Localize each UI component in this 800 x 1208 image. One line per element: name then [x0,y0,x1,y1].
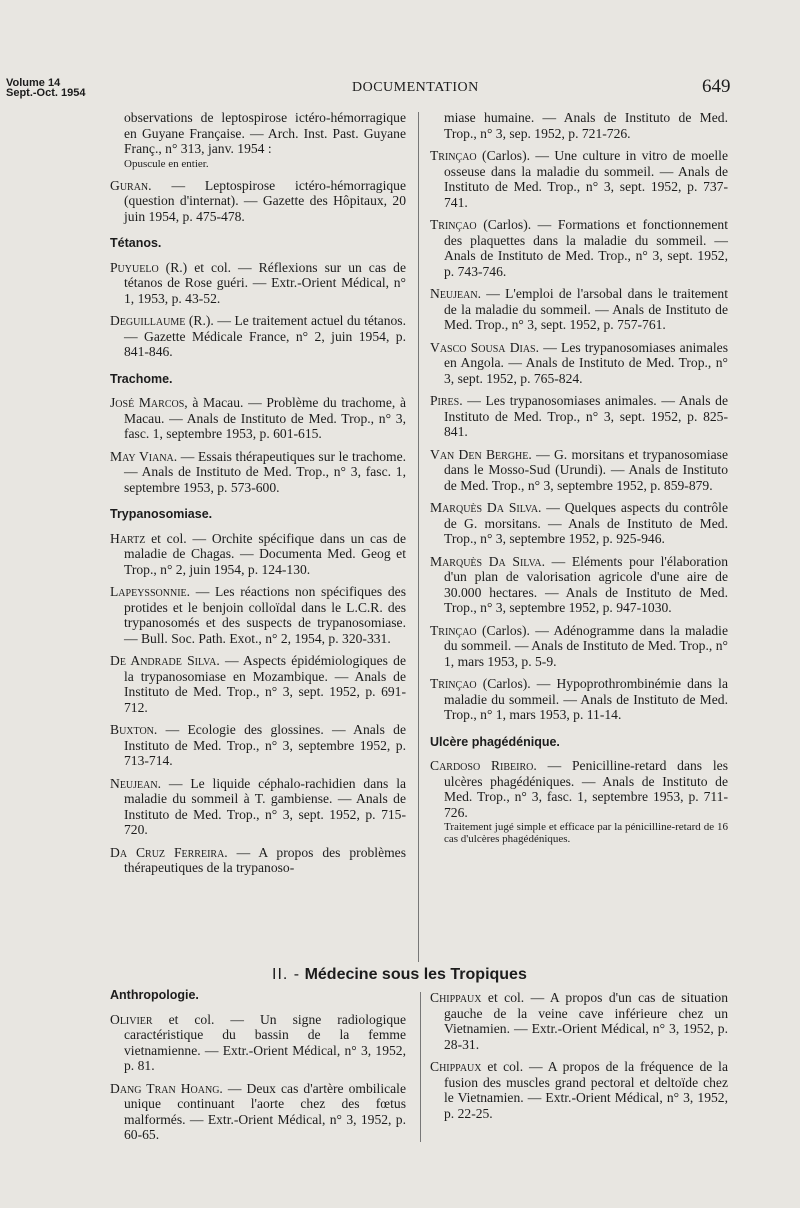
left-column-part2 [110,988,406,1150]
bib-entry [110,1012,406,1074]
entry-author: De Andrade Silva. [110,653,220,668]
part-number: II. - [272,966,301,983]
entry-text: (Carlos). — Formations et fonctionnement des plaquettes dans la maladie du sommeil. — Anals de Instituto de Med. Trop., n° 3, sept. 1952, p. 743-746. [444,217,728,279]
entry-text: , à Macau. — Problème du trachome, à Macau. — Anals de Instituto de Med. Trop., n° 3, fasc. 1, septembre 1953, p. 601-615. [124,395,406,441]
bib-entry [430,1059,728,1121]
bib-entry [110,449,406,496]
bib-entry [430,990,728,1052]
entry-text: (R.). — Le traitement actuel du tétanos. — Gazette Médicale France, n° 2, juin 1954, p. 841-846. [124,313,406,359]
entry-text: — Les trypanosomiases animales en Angola. — Anals de Instituto de Med. Trop., n° 3, sept. 1952, p. 765-824. [444,339,728,386]
entry-author: Chippaux [430,990,482,1005]
entry-author: Puyuelo [110,259,159,275]
entry-author: Trinçao [430,676,477,691]
entry-author: Neujean. [430,286,481,301]
section-heading: Trypanosomiase. [110,507,213,521]
entry-text: (Carlos). — Hypoprothrombinémie dans la maladie du sommeil. — Anals de Instituto de Med. Trop., n° 1, mars 1953, p. 11-14. [444,676,728,722]
bib-entry [430,393,728,440]
entry-author: Van Den Berghe. [430,446,532,462]
entry-author: Deguillaume [110,313,186,328]
left-column [110,110,406,883]
entry-text: — Essais thérapeutiques sur le trachome. — Anals de Instituto de Med. Trop., n° 3, fasc. 1, septembre 1953, p. 573-600. [124,448,406,495]
bib-entry [110,845,406,876]
bib-entry [110,653,406,715]
entry-author: Chippaux [430,1059,482,1074]
bib-entry [110,395,406,442]
bib-entry [110,776,406,838]
entry-note: Opuscule en entier. [124,157,209,170]
entry-author: Dang Tran Hoang. [110,1080,223,1096]
entry-author: Trinçao [430,622,477,638]
entry-text: — A propos des problèmes thérapeutiques de la trypanoso- [124,844,407,875]
issue-line: Sept.-Oct. 1954 [6,87,86,99]
column-rule [420,992,421,1142]
part-heading [272,966,527,984]
bib-entry [430,286,728,333]
entry-text: — Aspects épidémiologiques de la trypanosomiase en Mozambique. — Anals de Instituto de Med. Trop., n° 3, sept. 1952, p. 691-712. [124,653,406,715]
entry-text: (Carlos). — Adénogramme dans la maladie du sommeil. — Anals de Instituto de Med. Trop., n° 1, mars 1953, p. 5-9. [444,622,728,669]
page-header [0,74,800,104]
entry-text: — Le liquide céphalo-rachidien dans la maladie du sommeil à T. gambiense. — Anals de Instituto de Med. Trop., n° 3, sept. 1952, p. 715-720. [124,775,406,837]
bib-entry [110,178,406,225]
bib-entry [430,217,728,279]
section-heading: Ulcère phagédénique. [430,734,560,749]
continued-entry: miase humaine. — Anals de Instituto de Med. Trop., n° 3, sep. 1952, p. 721-726. [444,110,728,141]
entry-author: José Marcos [110,395,185,410]
section-heading: Anthropologie. [110,988,199,1002]
entry-author: Da Cruz Ferreira. [110,844,228,860]
entry-author: Marquès Da Silva. [430,500,542,515]
entry-text: — G. morsitans et trypanosomiase dans le Mosso-Sud (Urundi). — Anals de Instituto de Med. Trop., n° 3, septembre 1952, p. 859-879. [444,446,729,493]
bib-entry [430,623,728,670]
entry-author: Guran. [110,177,152,193]
entry-text: — Ecologie des glossines. — Anals de Instituto de Med. Trop., n° 3, septembre 1952, p. 713-714. [124,722,406,768]
running-title: DOCUMENTATION [352,80,479,95]
entry-author: Olivier [110,1011,153,1027]
entry-author: Buxton. [110,722,158,737]
bib-entry [430,148,728,210]
bib-entry [430,758,728,820]
bib-entry [110,260,406,307]
entry-author: Trinçao [430,148,477,163]
page-number: 649 [702,76,731,97]
volume-info [6,78,85,98]
entry-author: Vasco Sousa Dias. [430,339,540,355]
entry-text: (Carlos). — Une culture in vitro de moelle osseuse dans la maladie du sommeil. — Anals de Instituto de Med. Trop., n° 3, sept. 1952, p. 737-741. [444,148,728,210]
entry-note: Traitement jugé simple et efficace par la pénicilline-retard de 16 cas d'ulcères phagédéniques. [444,821,728,845]
section-heading: Tétanos. [110,236,162,250]
entry-text: et col. — A propos d'un cas de situation gauche de la veine cave inférieure chez un Vietnamien. — Extr.-Orient Médical, n° 3, 1952, p. 28-31. [444,990,728,1052]
entry-author: Cardoso Ribeiro. [430,758,537,773]
entry-text: — Leptospirose ictéro-hémorragique (question d'internat). — Gazette des Hôpitaux, 20 juin 1954, p. 475-478. [124,177,406,224]
bib-entry [110,584,406,646]
bib-entry [110,722,406,769]
entry-author: Marquès Da Silva. [430,553,546,569]
entry-text: et col. — Orchite spécifique dans un cas de maladie de Chagas. — Documenta Med. Geog et Trop., n° 2, juin 1954, p. 124-130. [124,530,406,577]
bib-entry [430,500,728,547]
bib-entry [110,531,406,578]
bib-entry [430,447,728,494]
bib-entry [430,554,728,616]
right-column-part2 [430,990,728,1128]
entry-text: — L'emploi de l'arsobal dans le traitement de la maladie du sommeil. — Anals de Instituto de Med. Trop., n° 3, sept. 1952, p. 757-761. [444,286,728,332]
bib-entry [110,1081,406,1143]
entry-text: — Eléments pour l'élaboration d'un plan de valorisation agricole d'une aire de 30.000 hectares. — Anals de Instituto de Med. Trop., n° 3, septembre 1952, p. 947-1030. [444,553,729,615]
entry-text: et col. — Un signe radiologique caractéristique du bassin de la femme vietnamienne. — Extr.-Orient Médical, n° 3, 1952, p. 81. [124,1011,406,1073]
volume-line: Volume 14 [6,77,61,89]
entry-author: May Viana. [110,448,178,464]
bib-entry [430,676,728,723]
column-rule [418,112,419,962]
right-column [430,110,728,853]
section-heading: Trachome. [110,371,173,386]
bib-entry [110,313,406,360]
entry-text: — Quelques aspects du contrôle de G. morsitans. — Anals de Instituto de Med. Trop., n° 3, septembre 1952, p. 925-946. [444,500,728,546]
entry-author: Lapeyssonnie. [110,584,191,599]
entry-text: et col. — A propos de la fréquence de la fusion des muscles grand pectoral et deltoïde chez le Vietnamien. — Extr.-Orient Médical, n° 3, 1952, p. 22-25. [444,1059,728,1121]
entry-text: (R.) et col. — Réflexions sur un cas de tétanos de Rose guéri. — Extr.-Orient Médical, n° 1, 1953, p. 43-52. [124,259,406,306]
bib-entry [430,340,728,387]
entry-author: Trinçao [430,217,477,232]
entry-author: Neujean. [110,775,161,791]
entry-author: Hartz [110,530,146,546]
entry-text: — Penicilline-retard dans les ulcères phagédéniques. — Anals de Instituto de Med. Trop., n° 3, fasc. 1, septembre 1953, p. 711-726. [444,758,728,820]
entry-author: Pires. [430,393,463,408]
entry-text: — Les trypanosomiases animales. — Anals de Instituto de Med. Trop., n° 3, sept. 1952, p. 825-841. [444,393,728,439]
part-title: Médecine sous les Tropiques [304,966,527,983]
entry-text: — Les réactions non spécifiques des protides et le benjoin colloïdal dans le L.C.R. des trypanosomés et des suspects de trypanosomiase. — Bull. Soc. Path. Exot., n° 2, 1954, p. 320-331. [124,584,406,646]
continued-entry: observations de leptospirose ictéro-hémorragique en Guyane Française. — Arch. Inst. Past. Guyane Franç., n° 313, janv. 1954 : [124,110,406,156]
entry-text: — Deux cas d'artère ombilicale unique continuant l'aorte chez des fœtus malformés. — Extr.-Orient Médical, n° 3, 1952, p. 60-65. [124,1080,406,1142]
